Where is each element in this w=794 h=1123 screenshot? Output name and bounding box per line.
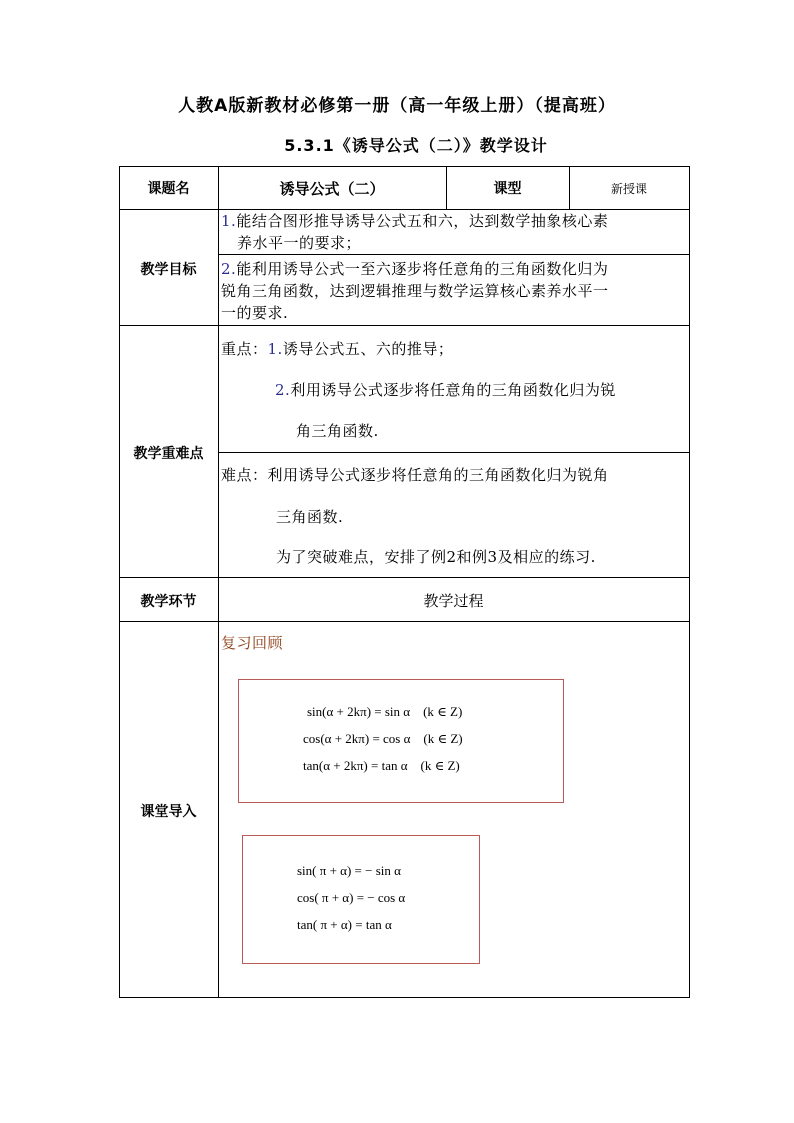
goal-1-line2: 养水平一的要求；	[237, 234, 362, 252]
table-rule	[119, 325, 690, 326]
topic-label: 课题名	[147, 181, 190, 197]
document-subtitle: 5.3.1《诱导公式（二）》教学设计	[284, 136, 548, 155]
goal-2	[221, 258, 689, 324]
difficulty-line-1	[221, 464, 609, 486]
type-label: 课型	[493, 181, 522, 197]
formula-cos-pi: cos( π + α) = − cos α	[297, 890, 406, 905]
focus-2-line1: 利用诱导公式逐步将任意角的三角函数化归为锐	[290, 381, 616, 399]
formula-tan-periodic: tan(α + 2kπ) = tan α (k ∈ Z)	[303, 758, 460, 773]
formula-box-pi-plus-alpha	[242, 835, 480, 964]
goal-2-line2: 锐角三角函数，达到逻辑推理与数学运算核心素养水平一	[221, 282, 609, 300]
table-border-right	[689, 166, 690, 998]
table-rule	[119, 577, 690, 578]
formula-box-periodic	[238, 679, 564, 803]
goal-1	[221, 210, 689, 254]
formula-sin-pi: sin( π + α) = − sin α	[297, 863, 401, 878]
goal-1-line1: 能结合图形推导诱导公式五和六，达到数学抽象核心素	[236, 212, 609, 230]
goal-1-number: 1.	[221, 212, 237, 230]
focus-1-number: 1.	[267, 340, 283, 358]
formula-sin-periodic: sin(α + 2kπ) = sin α (k ∈ Z)	[307, 704, 463, 719]
focus-line-1	[221, 338, 453, 360]
goal-2-line1: 能利用诱导公式一至六逐步将任意角的三角函数化归为	[236, 260, 609, 278]
table-rule	[218, 254, 690, 255]
type-value: 新授课	[610, 182, 647, 196]
table-border-top	[119, 166, 690, 167]
intro-label: 课堂导入	[140, 804, 197, 820]
focus-1-text: 诱导公式五、六的推导；	[282, 340, 454, 358]
goal-2-number: 2.	[221, 260, 237, 278]
table-rule	[119, 621, 690, 622]
formula-cos-periodic: cos(α + 2kπ) = cos α (k ∈ Z)	[303, 731, 463, 746]
process-label: 教学过程	[423, 592, 484, 610]
focus-2-number: 2.	[275, 381, 291, 399]
focus-line-2	[275, 379, 616, 401]
key-points-label: 教学重难点	[133, 446, 204, 462]
formula-tan-pi: tan( π + α) = tan α	[297, 917, 392, 932]
goals-label: 教学目标	[140, 262, 197, 278]
table-border-bottom	[119, 997, 690, 998]
table-border-left	[119, 166, 120, 998]
difficulty-line-2: 三角函数.	[276, 508, 344, 526]
process-stage-label: 教学环节	[140, 594, 197, 610]
topic-value: 诱导公式（二）	[279, 180, 385, 198]
document-title: 人教A版新教材必修第一册（高一年级上册）（提高班）	[178, 96, 616, 116]
table-rule	[218, 166, 219, 998]
focus-2-line2: 角三角函数.	[296, 422, 379, 440]
difficulty-label: 难点：	[221, 466, 268, 484]
table-rule	[218, 452, 690, 453]
difficulty-text: 利用诱导公式逐步将任意角的三角函数化归为锐角	[267, 466, 609, 484]
focus-label: 重点：	[221, 340, 268, 358]
difficulty-line-3: 为了突破难点，安排了例2和例3及相应的练习.	[276, 548, 596, 566]
review-title: 复习回顾	[221, 634, 284, 652]
goal-2-line3: 一的要求.	[221, 304, 289, 322]
